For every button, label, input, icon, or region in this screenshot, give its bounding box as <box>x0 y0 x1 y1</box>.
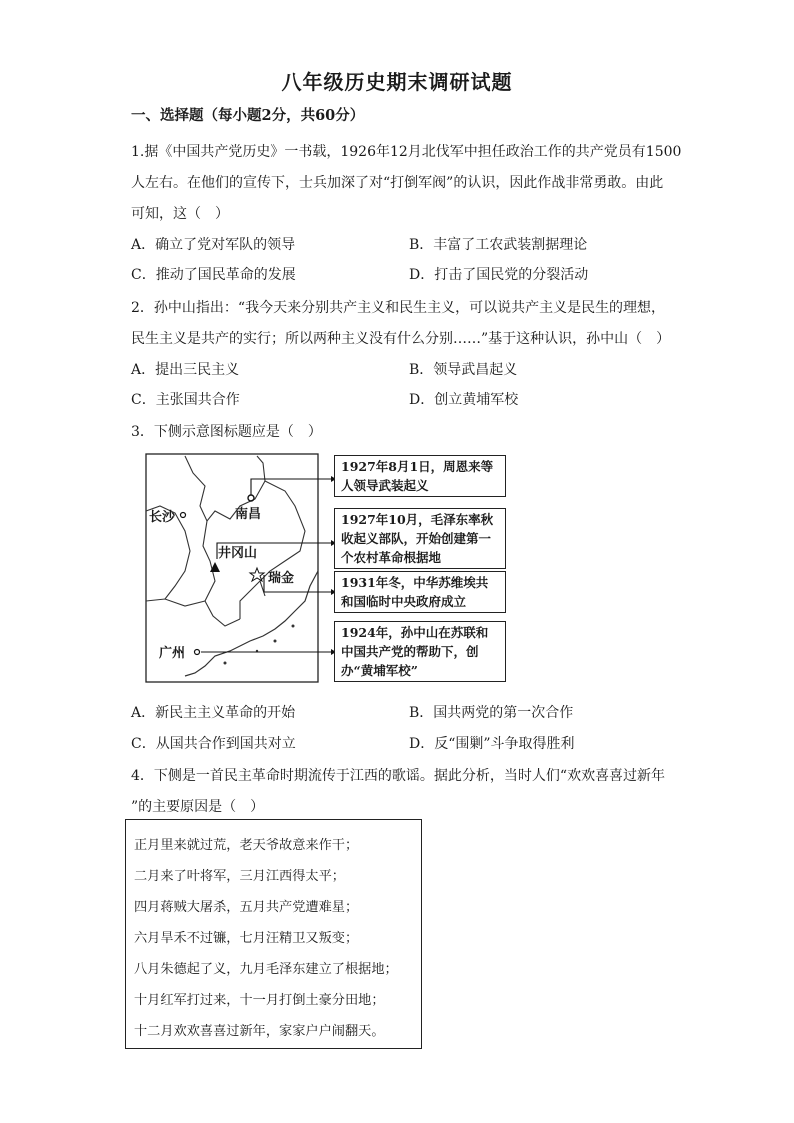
map-caption-soviet-government: 1931年冬，中华苏维埃共和国临时中央政府成立 <box>334 571 506 613</box>
poem-line: 六月旱禾不过镰，七月汪精卫又叛变； <box>134 931 359 946</box>
poem-line: 十二月欢欢喜喜过新年，家家户户闹翻天。 <box>134 1024 385 1039</box>
poem-line: 二月来了叶将军，三月江西得太平； <box>134 869 345 884</box>
map-caption-nanchang-uprising: 1927年8月1日，周恩来等人领导武装起义 <box>334 455 506 497</box>
city-label-guangzhou: 广州 <box>159 646 186 661</box>
city-label-ruijin: 瑞金 <box>268 571 295 586</box>
q4-stem-line-1: 4．下侧是一首民主革命时期流传于江西的歌谣。据此分析，当时人们“欢欢喜喜过新年 <box>131 768 666 784</box>
q3-stem-line-1: 3．下侧示意图标题应是（ ） <box>131 424 322 440</box>
folk-song-box <box>125 819 422 1049</box>
q3-option-b[interactable]: B．国共两党的第一次合作 <box>409 705 574 721</box>
poem-line: 八月朱德起了义，九月毛泽东建立了根据地； <box>134 962 398 977</box>
q3-option-a[interactable]: A．新民主主义革命的开始 <box>131 705 296 721</box>
city-label-jinggangshan: 井冈山 <box>218 546 258 561</box>
q2-option-c[interactable]: C．主张国共合作 <box>131 392 240 408</box>
q1-stem-line-2: 人左右。在他们的宣传下，士兵加深了对“打倒军阀”的认识，因此作战非常勇敢。由此 <box>131 175 664 191</box>
city-label-nanchang: 南昌 <box>235 507 262 522</box>
q2-stem-line-2: 民生主义是共产的实行；所以两种主义没有什么分别……”基于这种认识，孙中山（ ） <box>131 331 671 347</box>
map-caption-whampoa-academy: 1924年，孙中山在苏联和中国共产党的帮助下，创办“黄埔军校” <box>334 621 506 682</box>
q1-option-c[interactable]: C．推动了国民革命的发展 <box>131 267 296 283</box>
poem-line: 正月里来就过荒，老天爷故意来作干； <box>134 838 359 853</box>
q1-stem-line-3: 可知，这（ ） <box>131 206 229 222</box>
city-label-changsha: 长沙 <box>149 510 176 525</box>
q3-option-c[interactable]: C．从国共合作到国共对立 <box>131 736 296 752</box>
poem-line: 四月蒋贼大屠杀，五月共产党遭难星； <box>134 900 359 915</box>
q2-option-b[interactable]: B．领导武昌起义 <box>409 362 518 378</box>
map-caption-jinggangshan-base: 1927年10月，毛泽东率秋收起义部队，开始创建第一个农村革命根据地 <box>334 508 506 569</box>
q1-option-b[interactable]: B．丰富了工农武装割据理论 <box>409 237 588 253</box>
q1-option-a[interactable]: A．确立了党对军队的领导 <box>131 237 296 253</box>
q3-option-d[interactable]: D．反“围剿”斗争取得胜利 <box>409 736 575 752</box>
page-title: 八年级历史期末调研试题 <box>281 70 513 94</box>
q4-stem-line-2: ”的主要原因是（ ） <box>131 799 265 815</box>
revolution-map-figure <box>145 451 510 686</box>
q2-option-d[interactable]: D．创立黄埔军校 <box>409 392 519 408</box>
poem-line: 十月红军打过来，十一月打倒土豪分田地； <box>134 993 385 1008</box>
q1-stem-line-1: 1.据《中国共产党历史》一书载，1926年12月北伐军中担任政治工作的共产党员有1500 <box>131 144 682 160</box>
q2-option-a[interactable]: A．提出三民主义 <box>131 362 240 378</box>
q2-stem-line-1: 2．孙中山指出：“我今天来分别共产主义和民生主义，可以说共产主义是民生的理想， <box>131 300 666 316</box>
section-heading: 一、选择题（每小题2分，共60分） <box>131 107 365 124</box>
q1-option-d[interactable]: D．打击了国民党的分裂活动 <box>409 267 589 283</box>
